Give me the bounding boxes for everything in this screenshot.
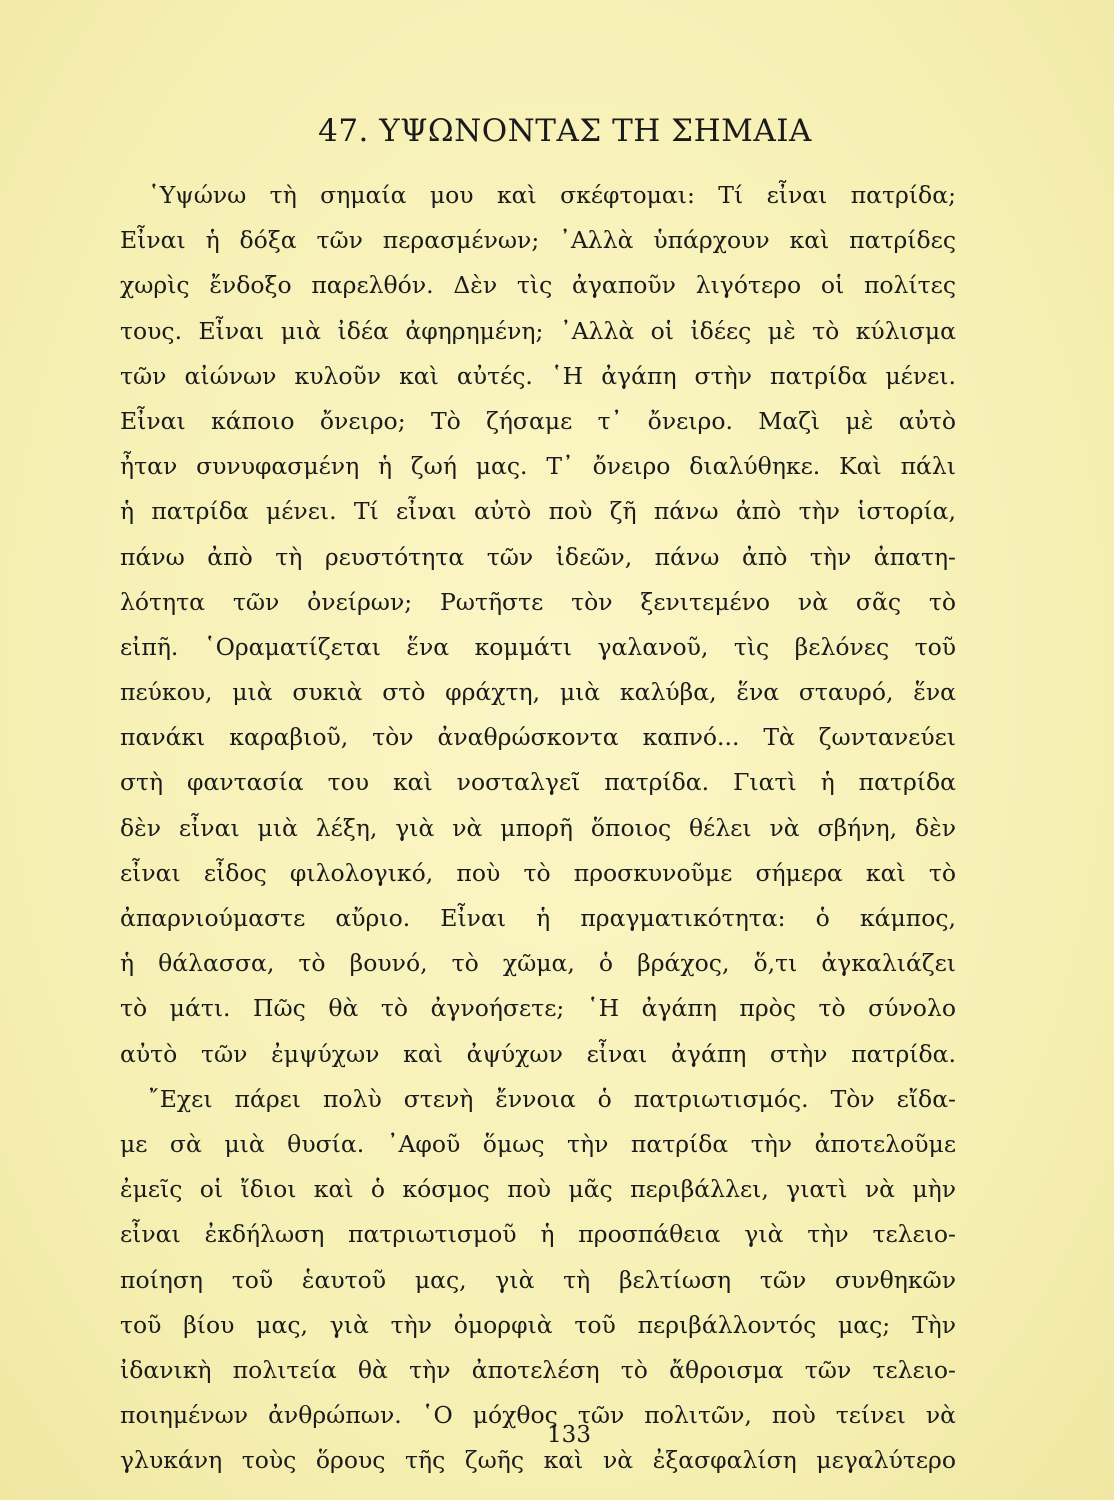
text-line: ἐμεῖς οἱ ἴδιοι καὶ ὁ κόσμος ποὺ μᾶς περιβάλλει, γιατὶ νὰ μὴν: [120, 1175, 956, 1204]
text-line: ῾Υψώνω τὴ σημαία μου καὶ σκέφτομαι: Τί εἶναι πατρίδα;: [148, 181, 956, 209]
text-line: ἡ πατρίδα μένει. Τί εἶναι αὐτὸ ποὺ ζῆ πάνω ἀπὸ τὴν ἱστορία,: [120, 497, 956, 526]
text-line: ῎Εχει πάρει πολὺ στενὴ ἔννοια ὁ πατριωτισμός. Τὸν εἴδα-: [148, 1084, 956, 1113]
text-line: ποίηση τοῦ ἑαυτοῦ μας, γιὰ τὴ βελτίωση τῶν συνθηκῶν: [120, 1265, 956, 1294]
chapter-title: 47. ΥΨΩΝΟΝΤΑΣ ΤΗ ΣΗΜΑΙΑ: [318, 113, 812, 149]
text-line: δὲν εἶναι μιὰ λέξη, γιὰ νὰ μπορῆ ὅποιος θέλει νὰ σβήνη, δὲν: [120, 813, 956, 842]
text-line: γλυκάνη τοὺς ὅρους τῆς ζωῆς καὶ νὰ ἐξασφαλίση μεγαλύτερο: [120, 1446, 956, 1475]
text-line: εἰπῆ. ῾Οραματίζεται ἕνα κομμάτι γαλανοῦ, τὶς βελόνες τοῦ: [120, 632, 956, 661]
text-line: Εἶναι κάποιο ὄνειρο; Τὸ ζήσαμε τ᾿ ὄνειρο. Μαζὶ μὲ αὐτὸ: [120, 406, 956, 435]
text-line: ἦταν συνυφασμένη ἡ ζωή μας. Τ᾿ ὄνειρο διαλύθηκε. Καὶ πάλι: [120, 452, 956, 481]
text-line: τὸ μάτι. Πῶς θὰ τὸ ἀγνοήσετε; ῾Η ἀγάπη πρὸς τὸ σύνολο: [120, 994, 956, 1023]
text-line: Εἶναι ἡ δόξα τῶν περασμένων; ᾿Αλλὰ ὑπάρχουν καὶ πατρίδες: [120, 226, 956, 255]
text-line: τους. Εἶναι μιὰ ἰδέα ἀφηρημένη; ᾿Αλλὰ οἱ ἰδέες μὲ τὸ κύλισμα: [120, 316, 956, 345]
text-line: ἡ θάλασσα, τὸ βουνό, τὸ χῶμα, ὁ βράχος, ὅ,τι ἀγκαλιάζει: [120, 949, 956, 978]
text-line: εἶναι ἐκδήλωση πατριωτισμοῦ ἡ προσπάθεια γιὰ τὴν τελειο-: [120, 1220, 956, 1249]
page-body-text: [120, 173, 956, 1483]
text-line: αὐτὸ τῶν ἐμψύχων καὶ ἀψύχων εἶναι ἀγάπη στὴν πατρίδα.: [120, 1039, 956, 1068]
text-line: τοῦ βίου μας, γιὰ τὴν ὀμορφιὰ τοῦ περιβάλλοντός μας; Τὴν: [120, 1310, 956, 1339]
text-line: ποιημένων ἀνθρώπων. ῾Ο μόχθος τῶν πολιτῶν, ποὺ τείνει νὰ: [120, 1401, 956, 1430]
text-line: χωρὶς ἔνδοξο παρελθόν. Δὲν τὶς ἀγαποῦν λιγότερο οἱ πολίτες: [120, 271, 956, 300]
text-line: πάνω ἀπὸ τὴ ρευστότητα τῶν ἰδεῶν, πάνω ἀπὸ τὴν ἀπατη-: [120, 542, 956, 571]
paragraph-1: [120, 173, 956, 1077]
text-line: ἀπαρνιούμαστε αὔριο. Εἶναι ἡ πραγματικότητα: ὁ κάμπος,: [120, 904, 956, 932]
text-line: τῶν αἰώνων κυλοῦν καὶ αὐτές. ῾Η ἀγάπη στὴν πατρίδα μένει.: [120, 361, 956, 390]
page-number: 133: [547, 1422, 591, 1448]
text-line: με σὰ μιὰ θυσία. ᾿Αφοῦ ὅμως τὴν πατρίδα τὴν ἀποτελοῦμε: [120, 1129, 956, 1158]
text-line: πανάκι καραβιοῦ, τὸν ἀναθρώσκοντα καπνό... Τὰ ζωντανεύει: [120, 723, 956, 752]
text-line: στὴ φαντασία του καὶ νοσταλγεῖ πατρίδα. Γιατὶ ἡ πατρίδα: [120, 768, 956, 797]
text-line: πεύκου, μιὰ συκιὰ στὸ φράχτη, μιὰ καλύβα, ἕνα σταυρό, ἕνα: [120, 678, 956, 707]
text-line: λότητα τῶν ὀνείρων; Ρωτῆστε τὸν ξενιτεμένο νὰ σᾶς τὸ: [120, 587, 956, 616]
text-line: ἰδανικὴ πολιτεία θὰ τὴν ἀποτελέση τὸ ἄθροισμα τῶν τελειο-: [120, 1355, 956, 1384]
text-line: εἶναι εἶδος φιλολογικό, ποὺ τὸ προσκυνοῦμε σήμερα καὶ τὸ: [120, 858, 956, 887]
